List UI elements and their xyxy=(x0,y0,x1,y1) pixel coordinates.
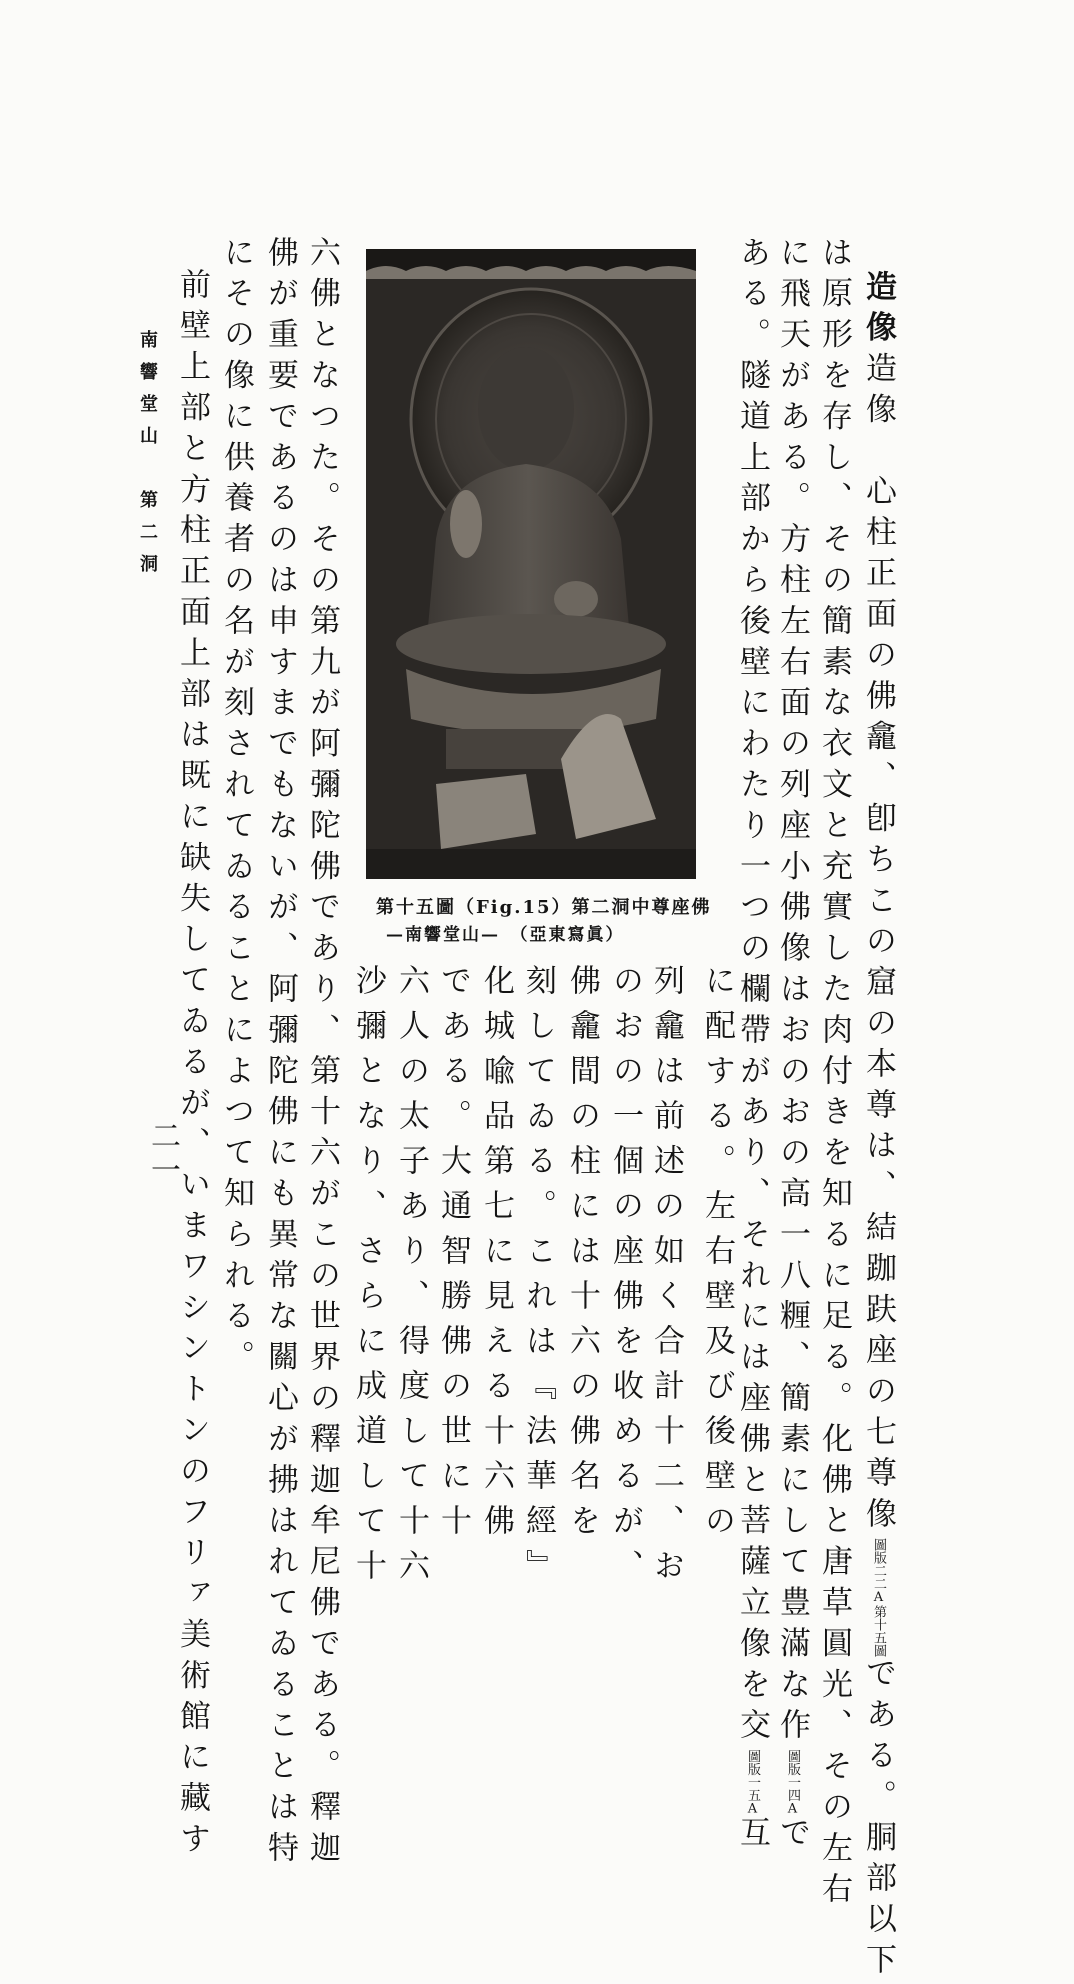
text-column xyxy=(648,964,684,1594)
column-text-tail: で xyxy=(774,1816,810,1858)
buddha-statue-image xyxy=(366,249,696,879)
column-text: のおの一個の座佛を收めるが、 xyxy=(607,964,643,1594)
text-column xyxy=(350,964,386,1594)
text-column xyxy=(304,236,340,1872)
column-text: 刻してゐる。これは『法華經』 xyxy=(520,964,556,1594)
column-text: 沙彌となり、さらに成道して十 xyxy=(350,964,386,1594)
column-text: に飛天がある。方柱左右面の列座小佛像はおのおの高一八糎、簡素にして豊滿な作 xyxy=(774,236,810,1750)
column-text-tail: 互 xyxy=(734,1816,770,1858)
section-heading: 造像 xyxy=(860,270,896,352)
column-text: 造像 心柱正面の佛龕、卽ちこの窟の本尊は、結跏趺座の七尊像 xyxy=(860,351,896,1538)
text-column xyxy=(393,964,429,1594)
column-text: 六佛となつた。その第九が阿彌陀佛であり、第十六がこの世界の釋迦牟尼佛である。釋迦 xyxy=(304,236,340,1872)
page-number: 二一 xyxy=(145,1120,180,1188)
column-text: 佛が重要であるのは申すまでもないが、阿彌陀佛にも異常な關心が拂はれてゐることは特 xyxy=(262,236,298,1872)
column-text: 化城喩品第七に見える十六佛 xyxy=(478,964,514,1549)
text-column xyxy=(262,236,298,1872)
column-text: は原形を存し、その簡素な衣文と充實した肉付きを知るに足る。化佛と唐草圓光、その左右 xyxy=(816,236,852,1913)
text-column xyxy=(564,964,600,1549)
buddha-photograph xyxy=(366,249,696,879)
plate-reference: 圖版一五A xyxy=(745,1749,760,1817)
column-text: ある。隧道上部から後壁にわたり一つの欄帶があり、それには座佛と菩薩立像を交 xyxy=(734,236,770,1750)
text-column xyxy=(435,964,471,1549)
column-text: 前壁上部と方柱正面上部は既に缺失してゐるが、いまワシントンのフリァ美術館に藏す xyxy=(174,268,210,1864)
running-head: 南響堂山 第二洞 xyxy=(137,330,158,586)
column-text: 六人の太子あり、得度して十六 xyxy=(393,964,429,1594)
column-text: 佛龕間の柱には十六の佛名を xyxy=(564,964,600,1549)
column-text: にその像に供養者の名が刻されてゐることによつて知られる。 xyxy=(218,236,254,1382)
column-text: である。大通智勝佛の世に十 xyxy=(435,964,471,1549)
column-text: 列龕は前述の如く合計十二、お xyxy=(648,964,684,1594)
text-column xyxy=(699,964,735,1549)
text-column xyxy=(218,236,254,1382)
figure-caption-subline: —南響堂山— （亞東寫眞） xyxy=(386,925,625,945)
column-text-tail: である。胴部以下 xyxy=(860,1656,896,1984)
text-column xyxy=(860,270,896,1984)
plate-reference: 圖版二二A第十五圖 xyxy=(871,1537,886,1657)
text-column xyxy=(478,964,514,1549)
text-column xyxy=(774,236,810,1858)
figure-caption: 第十五圖（Fig.15）第二洞中尊座佛 xyxy=(376,897,712,918)
text-column xyxy=(734,236,770,1858)
text-column xyxy=(816,236,852,1913)
plate-reference: 圖版一四A xyxy=(785,1749,800,1817)
text-column xyxy=(174,268,210,1864)
text-column xyxy=(607,964,643,1594)
text-column xyxy=(520,964,556,1594)
column-text: に配する。左右壁及び後壁の xyxy=(699,964,735,1549)
